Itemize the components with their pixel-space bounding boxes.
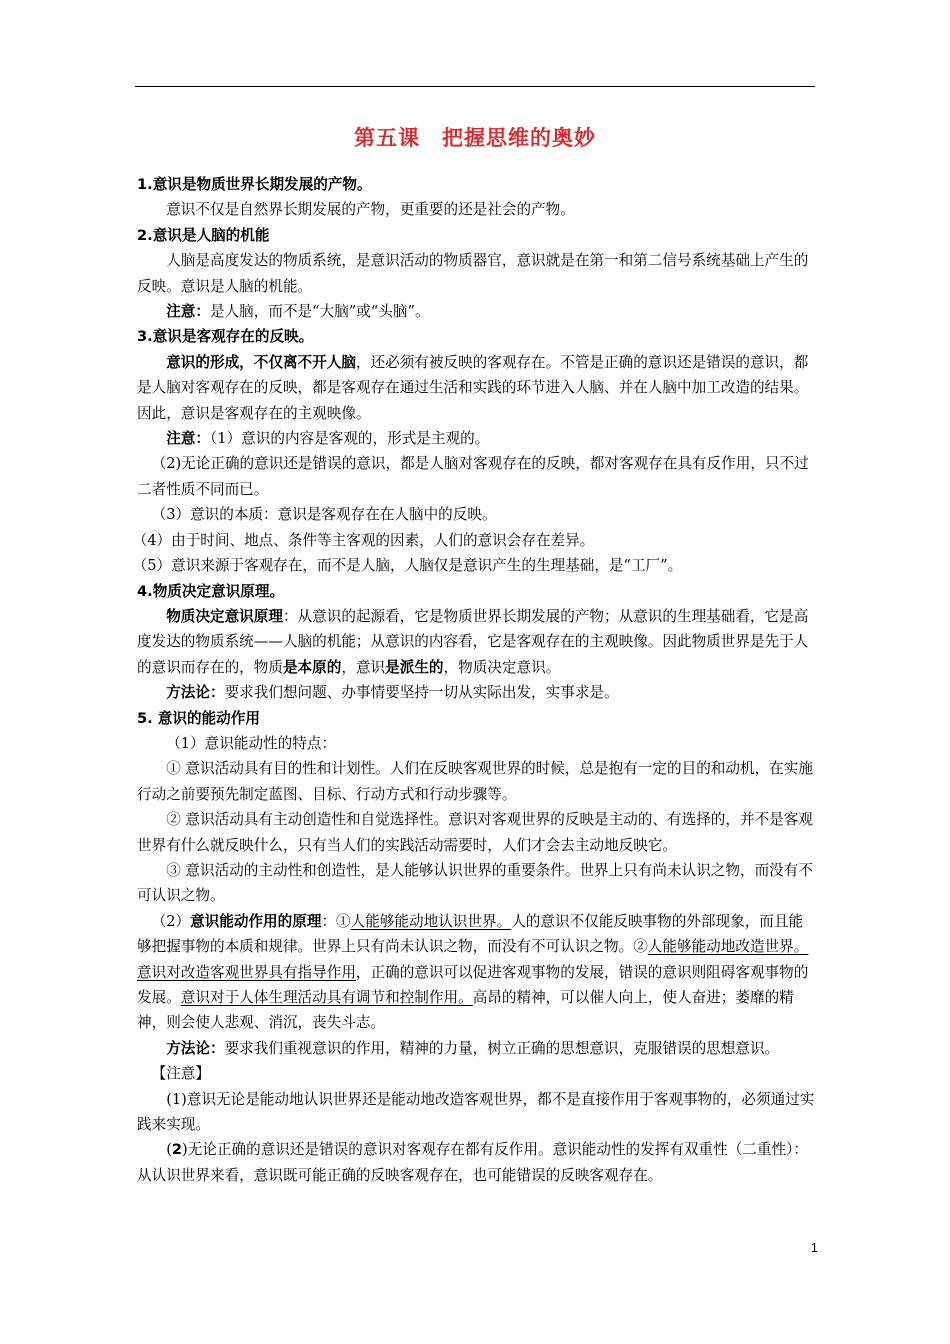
sub-2-colon: ：①	[321, 912, 351, 930]
note-label: 注意：	[166, 430, 210, 448]
feature-2: ② 意识活动具有主动创造性和自觉选择性。意识对客观世界的反映是主动的、有选择的，并不是客观世界有什么就反映什么，只有当人们的实践活动需要时，人们才会去主动地反映它。	[137, 811, 813, 854]
sub-2-text-1: 人的意识不仅能反映事物的外部现象，而且能够把握事物的本质和规律。世界上只有尚未认识之物，而没有不可认识之物。②	[137, 912, 804, 956]
notes-item-1: (1)意识无论是能动地认识世界还是能动地改造客观世界，都不是直接作用于客观事物的，必须通过实践来实现。	[137, 1090, 815, 1134]
feature-1: ① 意识活动具有目的性和计划性。人们在反映客观世界的时候，总是抱有一定的目的和动机，在实施行动之前要预先制定蓝图、目标、行动方式和行动步骤等。	[137, 760, 813, 803]
page-number: 1	[810, 1240, 818, 1255]
method-label: 方法论：	[166, 1039, 225, 1057]
section-5-sub-1: （1）意识能动性的特点：	[166, 734, 337, 752]
principle-bold-2: 是派生的	[385, 658, 444, 676]
section-3-text	[137, 350, 817, 426]
principle-text-d: ，物质决定意识。	[443, 658, 561, 676]
section-3-note-2: （2)无论正确的意识还是错误的意识，都是人脑对客观存在的反映，都对客观存在具有反作用，只不过二者性质不同而已。	[137, 455, 809, 498]
note-text: 是人脑，而不是“大脑”或“头脑”。	[209, 303, 430, 321]
section-3-note-3: （3）意识的本质：意识是客观存在在人脑中的反映。	[151, 506, 497, 524]
section-5-sub-2	[137, 909, 817, 1036]
section-4-heading: 4.物质决定意识原理。	[137, 582, 285, 600]
principle-text-a: ：从意识的起源看，它是物质世界长期发展的产物；从意识的生理基础看，它是高度发达的物质系统——人脑的机能；从意识的内容看，它是客观存在的主观映像。因此物质世界是先于人的意识而存在的，物质	[137, 607, 809, 676]
underline-2: 人能够能动地改造世界。意识对改造客观世界具有指导作用	[137, 938, 809, 981]
underline-3: 意识对于人体生理活动具有调节和控制作用。	[180, 989, 473, 1006]
section-3-heading: 3.意识是客观存在的反映。	[137, 328, 314, 346]
section-2-note	[137, 299, 817, 324]
notes-paren: (	[166, 1141, 172, 1159]
sub-2-text-3: 高昂的精神，可以催人向上，使人奋进；萎靡的精神，则会使人悲观、消沉，丧失斗志。	[137, 989, 794, 1032]
section-5-method	[137, 1036, 817, 1061]
header-rule	[135, 86, 815, 87]
sub-2-label: 意识能动作用的原理	[190, 912, 322, 930]
method-label: 方法论：	[166, 684, 225, 702]
note-label: 注意：	[166, 303, 210, 321]
section-3-body: ，还必须有被反映的客观存在。不管是正确的意识还是错误的意识，都是人脑对客观存在的反映，都是客观存在通过生活和实践的环节进入人脑、并在人脑中加工改造的结果。因此，意识是客观存在的主观映像。	[137, 353, 809, 422]
note-text: （1）意识的内容是客观的，形式是主观的。	[209, 430, 490, 448]
principle-bold-1: 是本原的	[282, 658, 342, 676]
sub-2-prefix: （2）	[151, 912, 191, 930]
notes-number: 2	[171, 1141, 183, 1159]
notes-item-2	[137, 1137, 817, 1188]
method-text: 要求我们想问题、办事情要坚持一切从实际出发，实事求是。	[224, 684, 619, 702]
section-3-bold: 意识的形成，不仅离不开人脑	[166, 353, 356, 371]
principle-text-c: ，意识	[341, 658, 386, 676]
underline-1: 人能够能动地认识世界。	[350, 912, 512, 930]
section-4-text	[137, 604, 817, 680]
section-1-text: 意识不仅是自然界长期发展的产物，更重要的还是社会的产物。	[166, 201, 575, 219]
page-title: 第五课 把握思维的奥妙	[354, 126, 596, 150]
section-3-note-1	[137, 426, 817, 451]
section-5-heading: 5. 意识的能动作用	[137, 709, 260, 727]
section-4-method	[137, 680, 817, 705]
sub-2-text-2: ，正确的意识可以促进客观事物的发展，错误的意识则阻碍客观事物的发展。	[137, 963, 809, 1006]
section-2-text: 人脑是高度发达的物质系统，是意识活动的物质器官，意识就是在第一和第二信号系统基础上产生的反映。意识是人脑的机能。	[137, 252, 809, 295]
section-3-note-5: （5）意识来源于客观存在，而不是人脑，人脑仅是意识产生的生理基础，是“工厂”。	[132, 557, 683, 575]
principle-label: 物质决定意识原理	[166, 607, 283, 625]
feature-3: ③ 意识活动的主动性和创造性，是人能够认识世界的重要条件。世界上只有尚未认识之物，而没有不可认识之物。	[137, 861, 813, 905]
section-1-heading: 1.意识是物质世界长期发展的产物。	[137, 176, 372, 193]
method-text: 要求我们重视意识的作用，精神的力量，树立正确的思想意识，克服错误的思想意识。	[224, 1039, 780, 1057]
notes-text: )无论正确的意识还是错误的意识对客观存在都有反作用。意识能动性的发挥有双重性（二重性）：从认识世界来看，意识既可能正确的反映客观存在，也可能错误的反映客观存在。	[137, 1141, 808, 1184]
notes-heading: 【注意】	[151, 1065, 210, 1083]
section-3-note-4: （4）由于时间、地点、条件等主客观的因素，人们的意识会存在差异。	[132, 531, 595, 549]
document-body	[132, 172, 817, 1188]
section-2-heading: 2.意识是人脑的机能	[137, 226, 270, 244]
